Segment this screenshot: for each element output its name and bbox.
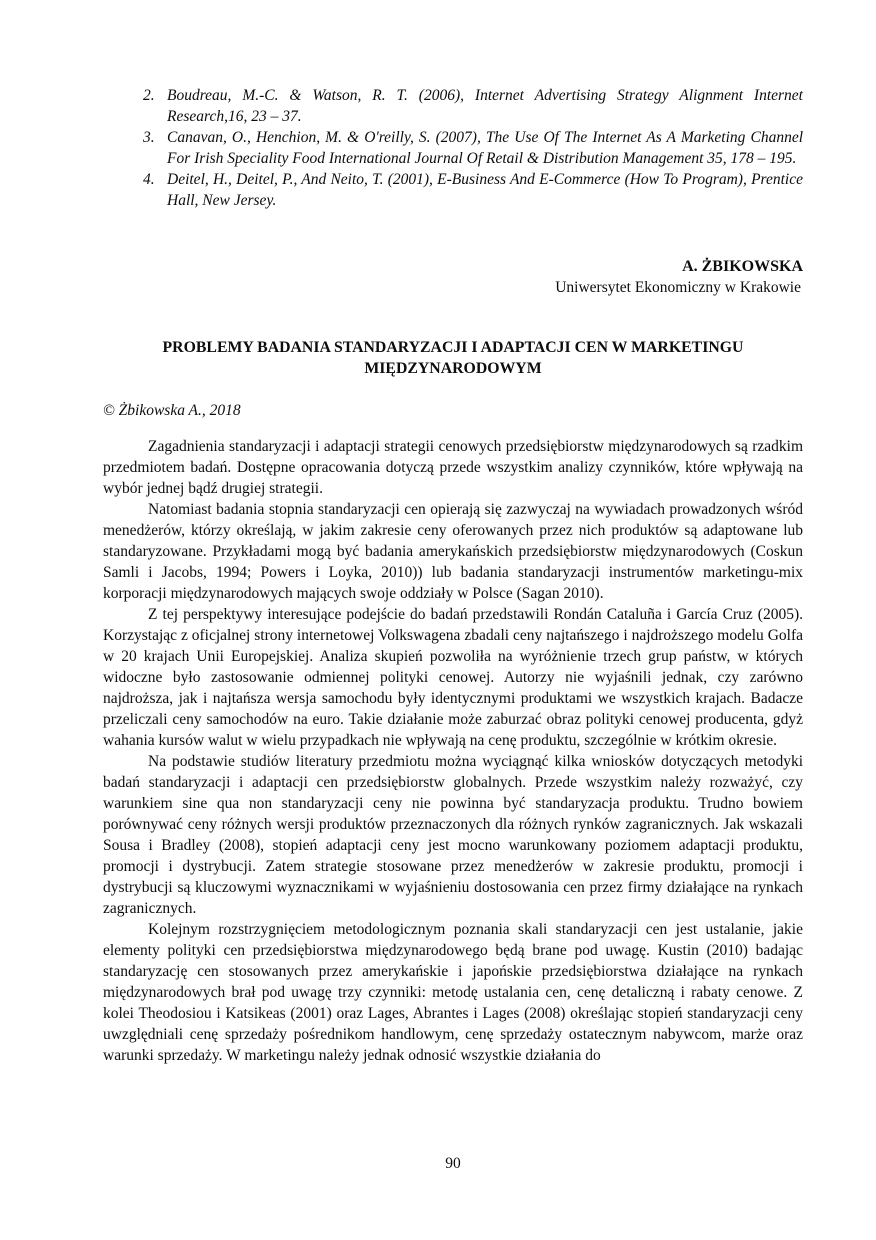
reference-text: Boudreau, M.-C. & Watson, R. T. (2006), Internet Advertising Strategy Alignment Internet Research,16, 23 – 37. [167,87,803,125]
page-number: 90 [445,1155,461,1172]
copyright-line: © Żbikowska A., 2018 [103,402,241,419]
reference-text: Canavan, O., Henchion, M. & O'reilly, S. (2007), The Use Of The Internet As A Marketing Channel For Irish Speciality Food International Journal Of Retail & Distribution Management 35, 178 – 195. [167,129,803,167]
reference-item [143,127,803,169]
body-paragraph: Natomiast badania stopnia standaryzacji cen opierają się zazwyczaj na wywiadach prowadzonych wśród menedżerów, którzy określają, w jakim zakresie ceny oferowanych przez nich produktów są adaptowane lub standaryzowane. Przykładami mogą być badania amerykańskich przedsiębiorstw międzynarodowych (Coskun Samli i Jacobs, 1994; Powers i Loyka, 2010)) lub badania standaryzacji instrumentów marketingu-mix korporacji międzynarodowych mających swoje oddziały w Polsce (Sagan 2010). [103,501,803,602]
author-affiliation: Uniwersytet Ekonomiczny w Krakowie [555,279,801,296]
author-name: A. ŻBIKOWSKA [682,258,803,275]
reference-item [143,85,803,127]
reference-number: 3. [143,129,155,146]
reference-number: 2. [143,87,155,104]
body-paragraph: Kolejnym rozstrzygnięciem metodologicznym poznania skali standaryzacji cen jest ustalanie, jakie elementy polityki cen przedsiębiorstwa międzynarodowego będą brane pod uwagę. Kustin (2010) badając standaryzację cen stosowanych przez amerykańskie i japońskie przedsiębiorstwa działające na rynkach międzynarodowych brał pod uwagę trzy czynniki: metodę ustalania cen, cenę detaliczną i rabaty cenowe. Z kolei Theodosiou i Katsikeas (2001) oraz Lages, Abrantes i Lages (2008) określając stopień standaryzacji ceny uwzględniali cenę sprzedaży pośrednikom handlowym, cenę sprzedaży ostatecznym nabywcom, marże oraz warunki sprzedaży. W marketingu należy jednak odnosić wszystkie działania do [103,921,803,1064]
body-paragraph: Zagadnienia standaryzacji i adaptacji strategii cenowych przedsiębiorstw międzynarodowych są rzadkim przedmiotem badań. Dostępne opracowania dotyczą przede wszystkim analizy czynników, które wpływają na wybór jednej bądź drugiej strategii. [103,438,803,497]
reference-text: Deitel, H., Deitel, P., And Neito, T. (2001), E-Business And E-Commerce (How To Program), Prentice Hall, New Jersey. [167,171,803,209]
reference-item [143,169,803,211]
body-paragraph: Z tej perspektywy interesujące podejście do badań przedstawili Rondán Cataluña i García Cruz (2005). Korzystając z oficjalnej strony internetowej Volkswagena zbadali ceny najtańszego i najdroższego modelu Golfa w 20 krajach Unii Europejskiej. Analiza skupień pozwoliła na wyróżnienie trzech grup państw, w których widoczne było zastosowanie odmiennej polityki cenowej. Autorzy nie wyjaśnili jednak, czy zarówno najdroższa, jak i najtańsza wersja samochodu były identycznymi produktami we wszystkich krajach. Badacze przeliczali ceny samochodów na euro. Takie działanie może zaburzać obraz polityki cenowej producenta, gdyż wahania kursów walut w wielu przypadkach nie wpływają na cenę produktu, szczególnie w krótkim okresie. [103,606,803,749]
reference-list [143,85,803,211]
article-body [103,436,803,1066]
article-title: PROBLEMY BADANIA STANDARYZACJI I ADAPTACJI CEN W MARKETINGU MIĘDZYNARODOWYM [162,339,744,377]
body-paragraph: Na podstawie studiów literatury przedmiotu można wyciągnąć kilka wniosków dotyczących metodyki badań standaryzacji i adaptacji cen przedsiębiorstw globalnych. Przede wszystkim należy rozważyć, czy warunkiem sine qua non standaryzacji ceny nie powinna być standaryzacja produktu. Trudno bowiem porównywać ceny różnych wersji produktów przeznaczonych dla różnych rynków zagranicznych. Jak wskazali Sousa i Bradley (2008), stopień adaptacji ceny jest mocno warunkowany poziomem adaptacji produktu, promocji i dystrybucji. Zatem strategie stosowane przez menedżerów w zakresie produktu, promocji i dystrybucji są kluczowymi wyznacznikami w wyjaśnieniu dostosowania cen przez firmy działające na rynkach zagranicznych. [103,753,803,917]
reference-number: 4. [143,171,155,188]
author-block [103,256,803,298]
